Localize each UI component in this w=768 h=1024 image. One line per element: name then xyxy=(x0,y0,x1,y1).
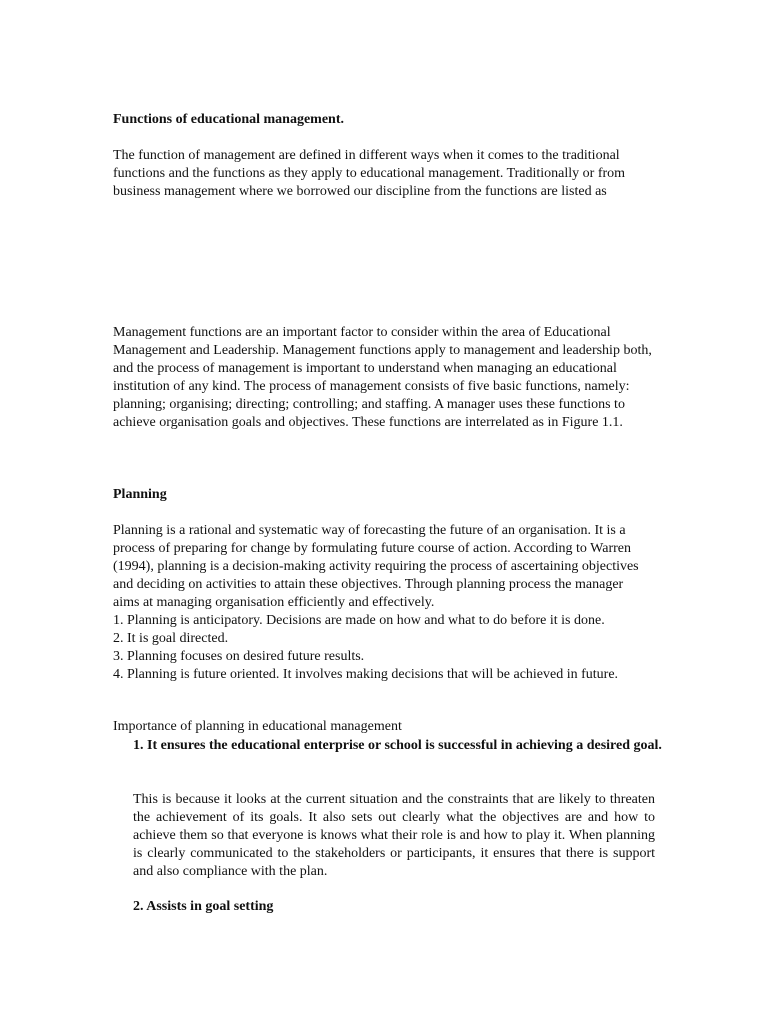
intro-paragraph: The function of management are defined in different ways when it comes to the traditional functions and the functions as they apply to educational management. Traditionally or from business management where we borrowed our discipline from the functions are listed as xyxy=(113,148,626,199)
planning-heading: Planning xyxy=(113,487,167,502)
importance-item-1-body: This is because it looks at the current situation and the constraints that are likely to threaten the achievement of its goals. It also sets out clearly what the objectives are and how to achieve them so that everyone is knows what their role is and how to play it. When planning is clearly communicated to the stakeholders or participants, it ensures that there is support and also compliance with the plan. xyxy=(133,792,655,879)
page-title: Functions of educational management. xyxy=(113,112,344,127)
importance-item-2: 2. Assists in goal setting xyxy=(133,899,274,914)
planning-point: 2. It is goal directed. xyxy=(113,631,229,646)
importance-item-1: 1. It ensures the educational enterprise or school is successful in achieving a desired goal. xyxy=(133,738,662,753)
planning-paragraph: Planning is a rational and systematic way of forecasting the future of an organisation. It is a process of preparing for change by formulating future course of action. According to Warren (1994), planning is a decision-making activity requiring the process of ascertaining objectives and deciding on activities to attain these objectives. Through planning process the manager aims at managing organisation efficiently and effectively. xyxy=(113,523,639,610)
importance-heading: Importance of planning in educational management xyxy=(113,719,402,734)
planning-point: 1. Planning is anticipatory. Decisions are made on how and what to do before it is done. xyxy=(113,613,605,628)
management-functions-paragraph: Management functions are an important factor to consider within the area of Educational Management and Leadership. Management functions apply to management and leadership both, and the process of management is important to understand when managing an educational institution of any kind. The process of management consists of five basic functions, namely: planning; organising; directing; controlling; and staffing. A manager uses these functions to achieve organisation goals and objectives. These functions are interrelated as in Figure 1.1. xyxy=(113,325,652,430)
planning-point: 4. Planning is future oriented. It involves making decisions that will be achieved in future. xyxy=(113,667,619,682)
planning-point: 3. Planning focuses on desired future results. xyxy=(113,649,365,664)
